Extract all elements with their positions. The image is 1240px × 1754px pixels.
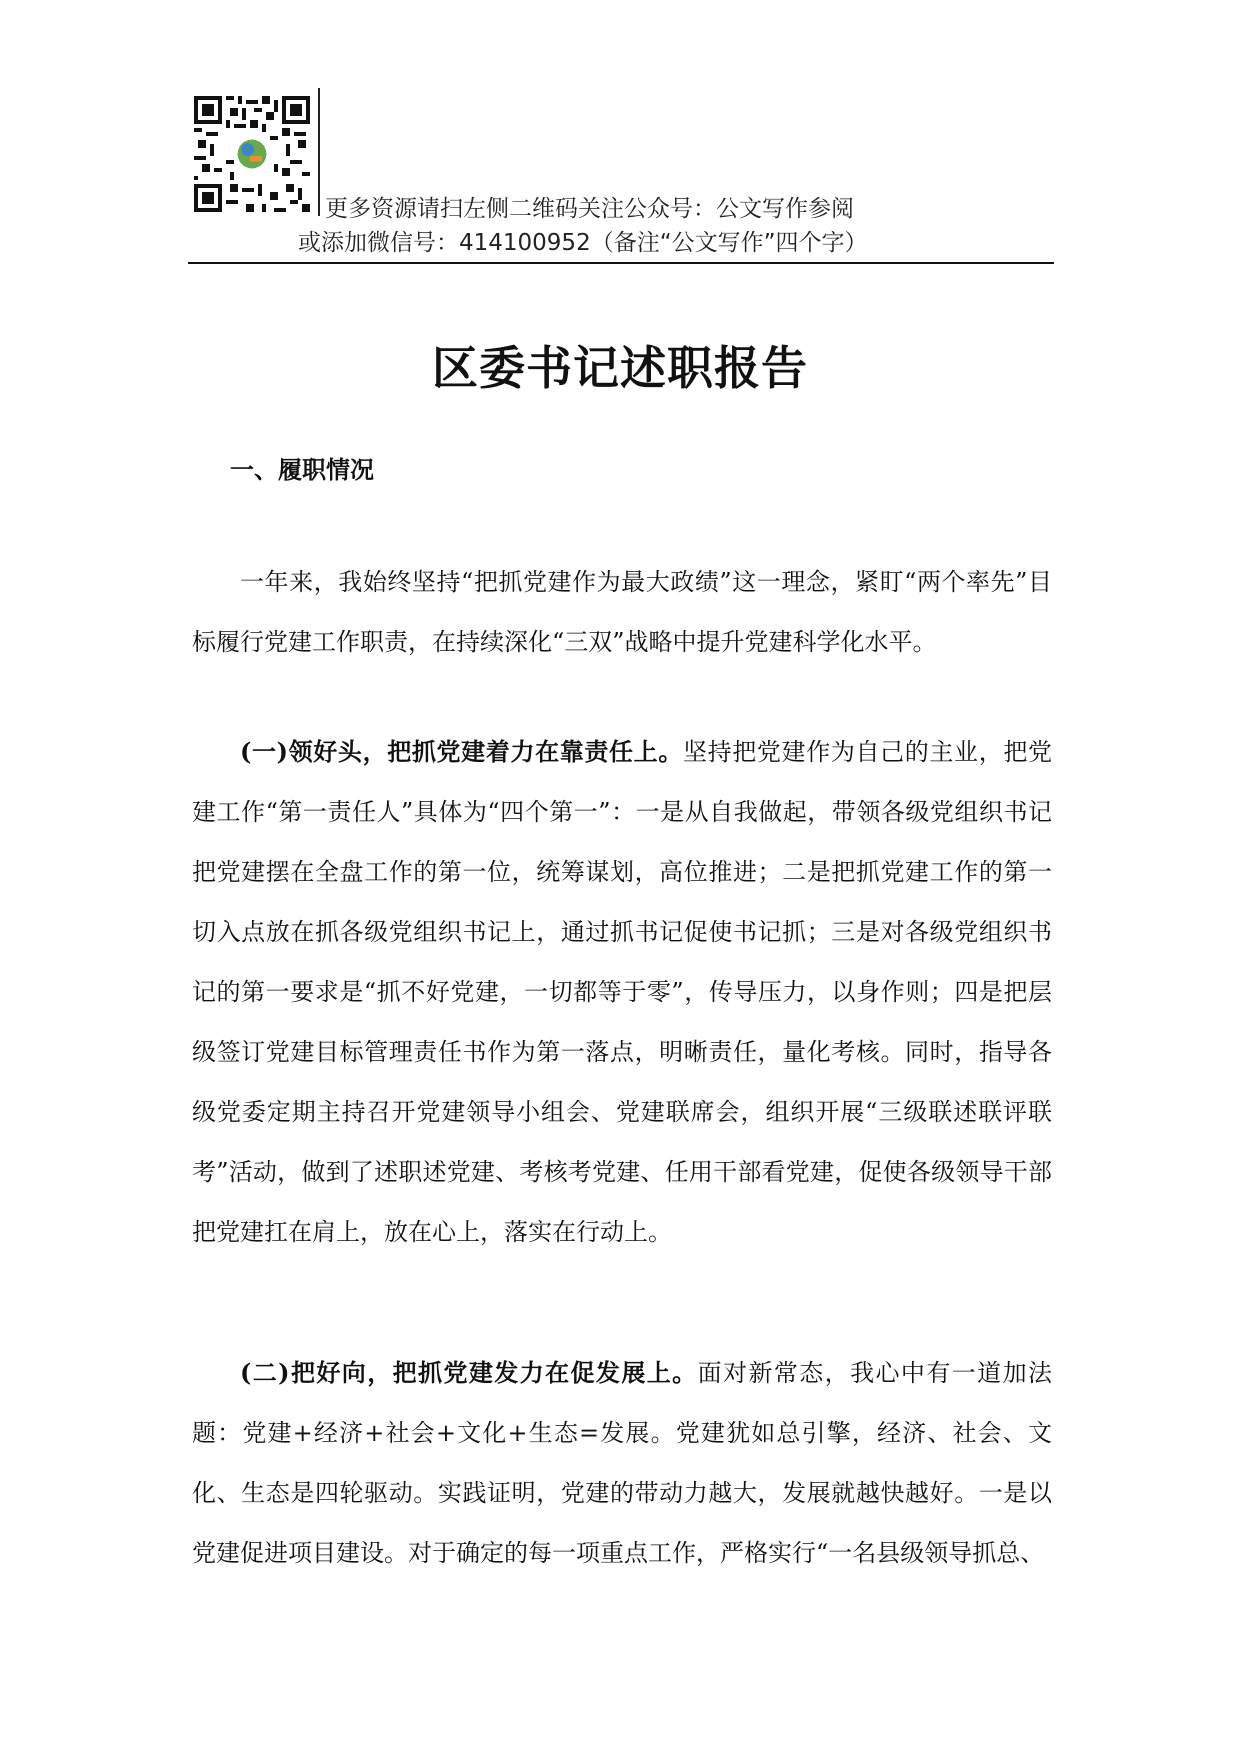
section-heading: 一、履职情况 (230, 455, 374, 484)
wechat-contact-line: 或添加微信号：414100952（备注“公文写作”四个字） (298, 230, 868, 256)
paragraph-body: 一年来，我始终坚持“把抓党建作为最大政绩”这一理念，紧盯“两个率先”目标履行党建工作职责，在持续深化“三双”战略中提升党建科学化水平。 (192, 568, 1052, 656)
paragraph-lead: (一)领好头，把抓党建着力在靠责任上。 (240, 737, 683, 766)
document-title: 区委书记述职报告 (432, 341, 808, 395)
header-rule (188, 262, 1054, 264)
header-divider (318, 88, 320, 216)
paragraph-lead: (二)把好向，把抓党建发力在促发展上。 (240, 1358, 698, 1387)
paragraph-body: 面对新常态，我心中有一道加法题：党建+经济+社会+文化+生态=发展。党建犹如总引擎，经济、社会、文化、生态是四轮驱动。实践证明，党建的带动力越大，发展就越快越好。一是以党建促进项目建设。对于确定的每一项重点工作，严格实行“一名县级领导抓总、 (192, 1359, 1053, 1567)
body-paragraph-1 (192, 722, 1052, 1262)
body-paragraph-intro (192, 552, 1052, 672)
qr-caption: 更多资源请扫左侧二维码关注公众号：公文写作参阅 (325, 196, 854, 222)
body-paragraph-2 (192, 1343, 1052, 1583)
qr-code (194, 96, 310, 212)
paragraph-body: 坚持把党建作为自己的主业，把党建工作“第一责任人”具体为“四个第一”：一是从自我做起，带领各级党组织书记把党建摆在全盘工作的第一位，统筹谋划，高位推进；二是把抓党建工作的第一切入点放在抓各级党组织书记上，通过抓书记促使书记抓；三是对各级党组织书记的第一要求是“抓不好党建，一切都等于零”，传导压力，以身作则；四是把层级签订党建目标管理责任书作为第一落点，明晰责任，量化考核。同时，指导各级党委定期主持召开党建领导小组会、党建联席会，组织开展“三级联述联评联考”活动，做到了述职述党建、考核考党建、任用干部看党建，促使各级领导干部把党建扛在肩上，放在心上，落实在行动上。 (192, 738, 1052, 1246)
